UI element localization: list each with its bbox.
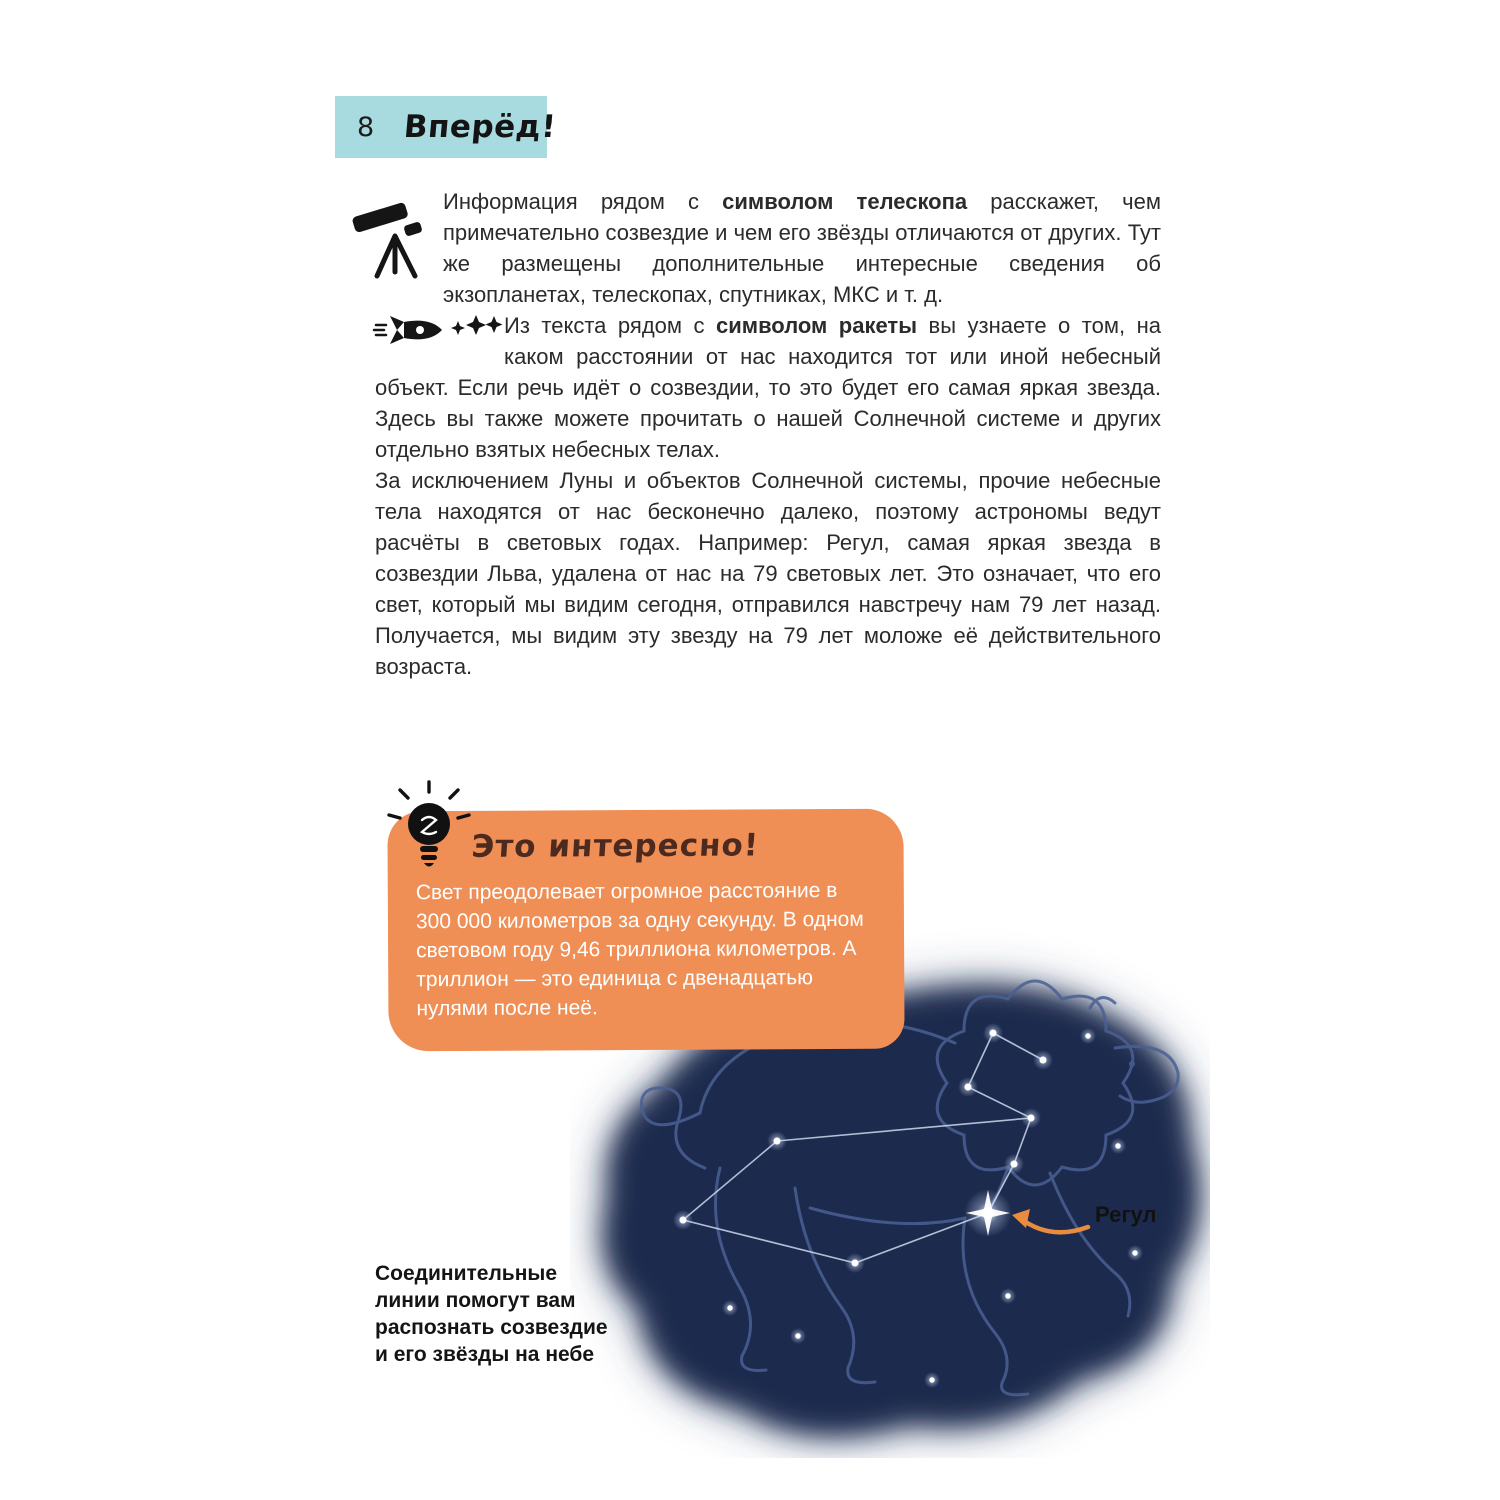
page-number: 8 <box>357 111 375 143</box>
paragraph-light-years: За исключением Луны и объектов Солнечной системы, прочие небесные тела находятся от нас бесконечно далеко, поэтому астрономы ведут расчёты в световых годах. Например: Регул, самая яркая звезда в созвездии Льва, удалена от нас на 79 световых лет. Это означает, что его свет, который мы видим сегодня, отправился навстречу нам 79 лет назад. Получается, мы видим эту звезду на 79 лет моложе её действительного возраста. <box>375 468 1161 679</box>
paragraph-telescope <box>375 186 1161 310</box>
regulus-label: Регул <box>1095 1202 1157 1227</box>
paragraph-rocket <box>375 310 1161 465</box>
telescope-icon <box>343 188 443 282</box>
paragraph-telescope-post: расскажет, чем примечательно созвездие и чем его звёзды отличаются от других. Тут же размещены дополнительные интересные сведения об экзопланетах, телескопах, спутниках, МКС и т. д. <box>443 189 1161 307</box>
rocket-icon <box>372 313 504 347</box>
fact-box-title: Это интересно! <box>470 827 761 865</box>
fact-box-body: Свет преодолевает огромное расстояние в 300 000 километров за одну секунду. В одном световом году 9,46 триллиона километров. А триллион — это единица с двенадцатью нулями после неё. <box>415 878 864 1021</box>
paragraph-telescope-pre: Информация рядом с <box>443 189 723 214</box>
lightbulb-icon <box>386 780 472 878</box>
paragraph-rocket-post: вы узнаете о том, на каком расстоянии от нас находится тот или иной небесный объект. Если речь идёт о созвездии, то это будет его самая яркая звезда. Здесь вы также можете прочитать о нашей Солнечной системе и других отдельно взятых небесных телах. <box>375 313 1161 462</box>
paragraph-rocket-bold: символом ракеты <box>716 313 917 338</box>
header-band <box>335 96 558 158</box>
chapter-title: Вперёд! <box>402 109 558 145</box>
paragraph-rocket-pre: Из текста рядом с <box>504 313 717 338</box>
regulus-star <box>964 1189 1012 1237</box>
paragraph-telescope-bold: символом телескопа <box>722 189 968 214</box>
text-column <box>375 186 1161 682</box>
illustration-caption: Соединительные линии помогут вам распознать созвездие и его звёзды на небе <box>375 1262 608 1366</box>
